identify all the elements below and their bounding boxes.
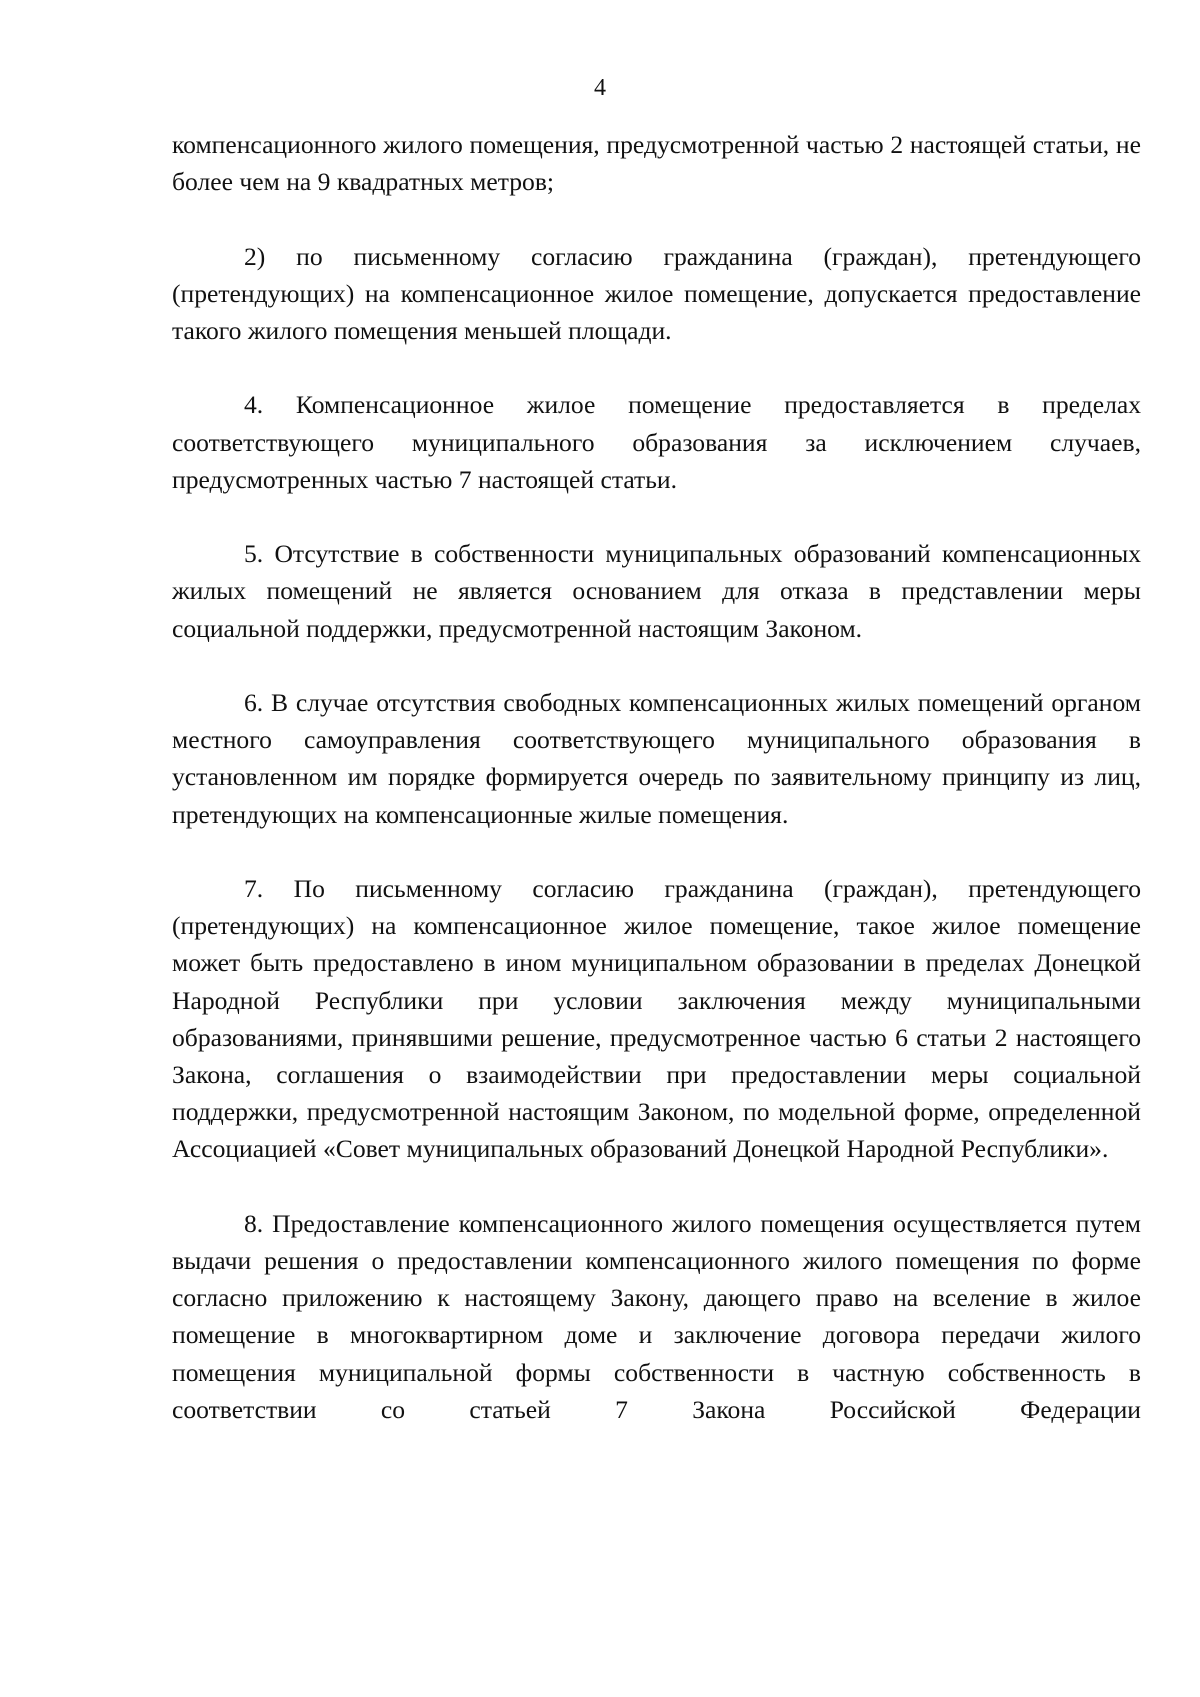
paragraph-7: 7. По письменному согласию гражданина (граждан), претендующего (претендующих) на компенсационное жилое помещение, такое жилое помещение может быть предоставлено в ином муниципальном образовании в пределах Донецкой Народной Республики при условии заключения между муниципальными образованиями, принявшими решение, предусмотренное частью 6 статьи 2 настоящего Закона, соглашения о взаимодействии при предоставлении меры социальной поддержки, предусмотренной настоящим Законом, по модельной форме, определенной Ассоциацией «Совет муниципальных образований Донецкой Народной Республики». bbox=[172, 873, 1141, 1164]
document-body bbox=[172, 126, 1141, 1428]
paragraph-8: 8. Предоставление компенсационного жилого помещения осуществляется путем выдачи решения о предоставлении компенсационного жилого помещения по форме согласно приложению к настоящему Закону, дающего право на вселение в жилое помещение в многоквартирном доме и заключение договора передачи жилого помещения муниципальной формы собственности в частную собственность в соответствии со статьей 7 Закона Российской Федерации bbox=[172, 1208, 1141, 1424]
paragraph-6: 6. В случае отсутствия свободных компенсационных жилых помещений органом местного самоуправления соответствующего муниципального образования в установленном им порядке формируется очередь по заявительному принципу из лиц, претендующих на компенсационные жилые помещения. bbox=[172, 687, 1141, 829]
paragraph-5: 5. Отсутствие в собственности муниципальных образований компенсационных жилых помещений не является основанием для отказа в представлении меры социальной поддержки, предусмотренной настоящим Законом. bbox=[172, 539, 1141, 643]
paragraph-item-2: 2) по письменному согласию гражданина (граждан), претендующего (претендующих) на компенсационное жилое помещение, допускается предоставление такого жилого помещения меньшей площади. bbox=[172, 241, 1141, 345]
paragraph-continuation: компенсационного жилого помещения, предусмотренной частью 2 настоящей статьи, не более чем на 9 квадратных метров; bbox=[172, 130, 1141, 197]
page-number: 4 bbox=[594, 75, 606, 101]
paragraph-4: 4. Компенсационное жилое помещение предоставляется в пределах соответствующего муниципального образования за исключением случаев, предусмотренных частью 7 настоящей статьи. bbox=[172, 390, 1141, 494]
